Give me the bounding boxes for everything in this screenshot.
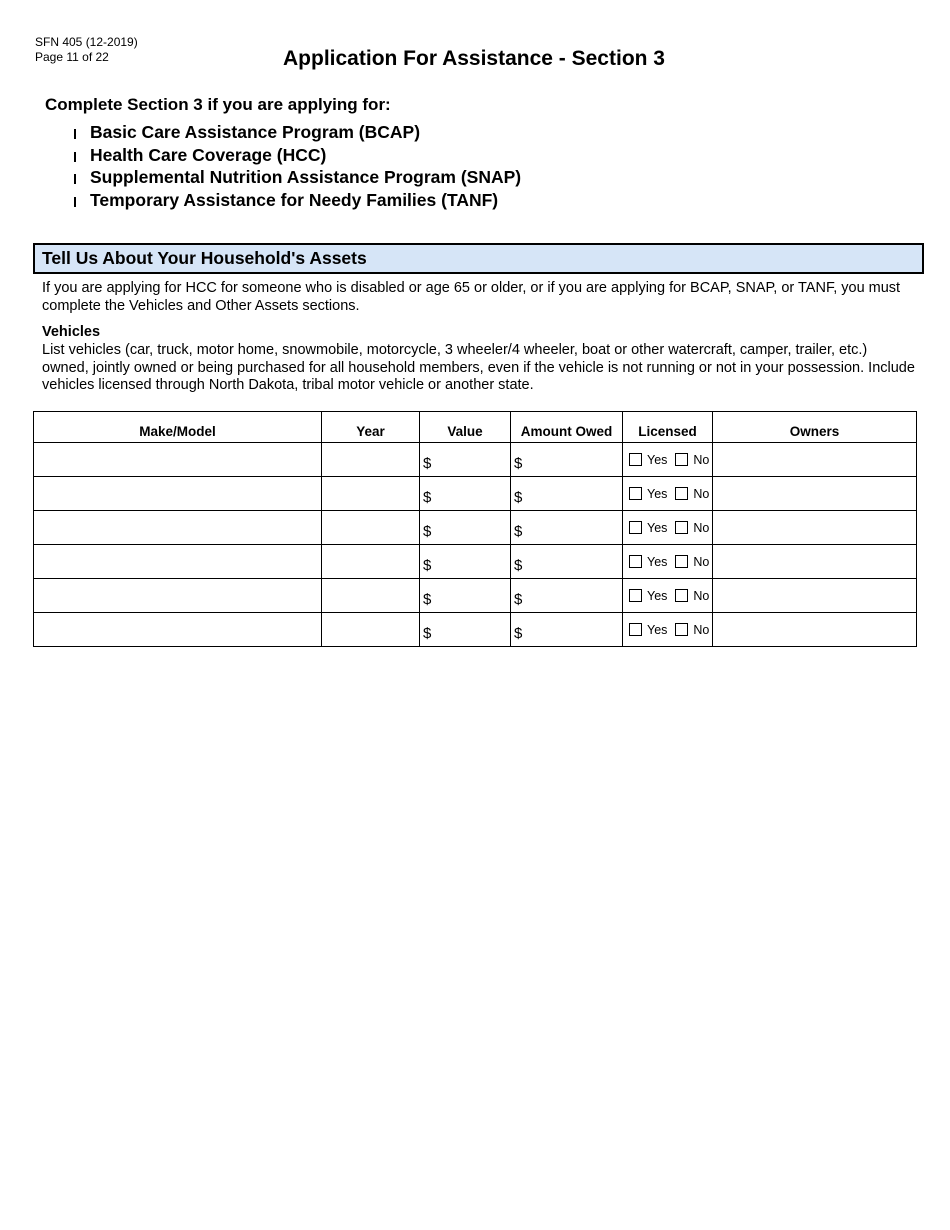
licensed-no-checkbox[interactable]	[675, 521, 688, 534]
licensed-yes-checkbox[interactable]	[629, 453, 642, 466]
licensed-no-checkbox[interactable]	[675, 453, 688, 466]
table-header-row	[34, 412, 917, 443]
table-row	[34, 579, 917, 613]
licensed-no-label: No	[693, 554, 710, 569]
owners-field[interactable]	[713, 477, 917, 511]
licensed-no-label: No	[693, 452, 710, 467]
make-model-field[interactable]	[34, 579, 322, 613]
dollar-sign: $	[423, 557, 432, 574]
licensed-no-checkbox[interactable]	[675, 623, 688, 636]
amount-owed-field[interactable]	[511, 443, 623, 477]
make-model-field[interactable]	[34, 613, 322, 647]
column-header-amount-owed: Amount Owed	[511, 412, 623, 443]
year-field[interactable]	[322, 477, 420, 511]
value-field[interactable]	[420, 545, 511, 579]
dollar-sign: $	[514, 591, 523, 608]
licensed-cell	[623, 545, 713, 579]
licensed-no-checkbox[interactable]	[675, 555, 688, 568]
form-number: SFN 405 (12-2019)	[35, 35, 138, 49]
licensed-yes-checkbox[interactable]	[629, 623, 642, 636]
licensed-yes-label: Yes	[647, 554, 668, 569]
value-field[interactable]	[420, 477, 511, 511]
licensed-no-label: No	[693, 588, 710, 603]
licensed-cell	[623, 443, 713, 477]
licensed-yes-label: Yes	[647, 520, 668, 535]
owners-field[interactable]	[713, 613, 917, 647]
value-field[interactable]	[420, 443, 511, 477]
amount-owed-field[interactable]	[511, 511, 623, 545]
dollar-sign: $	[423, 489, 432, 506]
owners-field[interactable]	[713, 579, 917, 613]
page-title-text: Application For Assistance - Section 3	[283, 47, 665, 70]
program-list	[70, 121, 521, 211]
program-label: Supplemental Nutrition Assistance Program (SNAP)	[90, 167, 522, 187]
assets-description: If you are applying for HCC for someone who is disabled or age 65 or older, or if you are applying for BCAP, SNAP, or TANF, you must complete the Vehicles and Other Assets sections.	[42, 280, 901, 314]
licensed-cell	[623, 511, 713, 545]
licensed-no-checkbox[interactable]	[675, 487, 688, 500]
amount-owed-field[interactable]	[511, 545, 623, 579]
dollar-sign: $	[514, 557, 523, 574]
value-field[interactable]	[420, 613, 511, 647]
column-header-value: Value	[420, 412, 511, 443]
make-model-field[interactable]	[34, 477, 322, 511]
licensed-no-label: No	[693, 520, 710, 535]
licensed-yes-label: Yes	[647, 588, 668, 603]
table-row	[34, 545, 917, 579]
licensed-options	[623, 555, 712, 569]
licensed-options	[623, 453, 712, 467]
assets-section-header: Tell Us About Your Household's Assets	[33, 243, 924, 274]
value-field[interactable]	[420, 579, 511, 613]
licensed-options	[623, 521, 712, 535]
table-row	[34, 443, 917, 477]
column-header-owners: Owners	[713, 412, 917, 443]
licensed-cell	[623, 579, 713, 613]
make-model-field[interactable]	[34, 511, 322, 545]
licensed-yes-checkbox[interactable]	[629, 555, 642, 568]
program-label: Temporary Assistance for Needy Families (TANF)	[90, 189, 499, 210]
vehicle-rows	[34, 443, 917, 647]
licensed-cell	[623, 613, 713, 647]
year-field[interactable]	[322, 613, 420, 647]
year-field[interactable]	[322, 443, 420, 477]
program-label: Health Care Coverage (HCC)	[90, 144, 327, 165]
vehicles-description: List vehicles (car, truck, motor home, snowmobile, motorcycle, 3 wheeler/4 wheeler, boat or other watercraft, camper, trailer, etc.) owned, jointly owned or being purchased for all household members, even if the vehicle is not running or not in your possession. Include vehicles licensed through North Dakota, tribal motor vehicle or another state.	[42, 342, 915, 393]
make-model-field[interactable]	[34, 545, 322, 579]
program-item	[70, 144, 521, 167]
dollar-sign: $	[514, 523, 523, 540]
dollar-sign: $	[514, 489, 523, 506]
program-item	[70, 121, 521, 144]
amount-owed-field[interactable]	[511, 579, 623, 613]
licensed-options	[623, 623, 712, 637]
licensed-no-label: No	[693, 486, 710, 501]
licensed-yes-checkbox[interactable]	[629, 487, 642, 500]
owners-field[interactable]	[713, 443, 917, 477]
licensed-options	[623, 487, 712, 501]
licensed-options	[623, 589, 712, 603]
dollar-sign: $	[514, 455, 523, 472]
year-field[interactable]	[322, 545, 420, 579]
dollar-sign: $	[423, 523, 432, 540]
dollar-sign: $	[423, 625, 432, 642]
page-title	[0, 47, 950, 71]
licensed-yes-label: Yes	[647, 486, 668, 501]
bullet-icon	[74, 197, 76, 207]
bullet-icon	[74, 129, 76, 139]
page-number: Page 11 of 22	[35, 50, 109, 64]
dollar-sign: $	[514, 625, 523, 642]
owners-field[interactable]	[713, 545, 917, 579]
program-item	[70, 189, 521, 212]
make-model-field[interactable]	[34, 443, 322, 477]
year-field[interactable]	[322, 579, 420, 613]
licensed-no-label: No	[693, 622, 710, 637]
table-row	[34, 613, 917, 647]
intro-heading: Complete Section 3 if you are applying for:	[45, 95, 391, 114]
licensed-yes-checkbox[interactable]	[629, 521, 642, 534]
table-row	[34, 511, 917, 545]
vehicles-heading: Vehicles	[42, 324, 101, 340]
licensed-yes-checkbox[interactable]	[629, 589, 642, 602]
value-field[interactable]	[420, 511, 511, 545]
dollar-sign: $	[423, 591, 432, 608]
bullet-icon	[74, 152, 76, 162]
licensed-no-checkbox[interactable]	[675, 589, 688, 602]
dollar-sign: $	[423, 455, 432, 472]
amount-owed-field[interactable]	[511, 613, 623, 647]
vehicles-table	[33, 411, 917, 647]
owners-field[interactable]	[713, 511, 917, 545]
amount-owed-field[interactable]	[511, 477, 623, 511]
bullet-icon	[74, 174, 76, 184]
program-item	[70, 166, 521, 189]
column-header-licensed: Licensed	[623, 412, 713, 443]
licensed-yes-label: Yes	[647, 622, 668, 637]
licensed-cell	[623, 477, 713, 511]
program-label: Basic Care Assistance Program (BCAP)	[90, 122, 421, 142]
column-header-make-model: Make/Model	[34, 412, 322, 443]
licensed-yes-label: Yes	[647, 452, 668, 467]
year-field[interactable]	[322, 511, 420, 545]
column-header-year: Year	[322, 412, 420, 443]
table-row	[34, 477, 917, 511]
